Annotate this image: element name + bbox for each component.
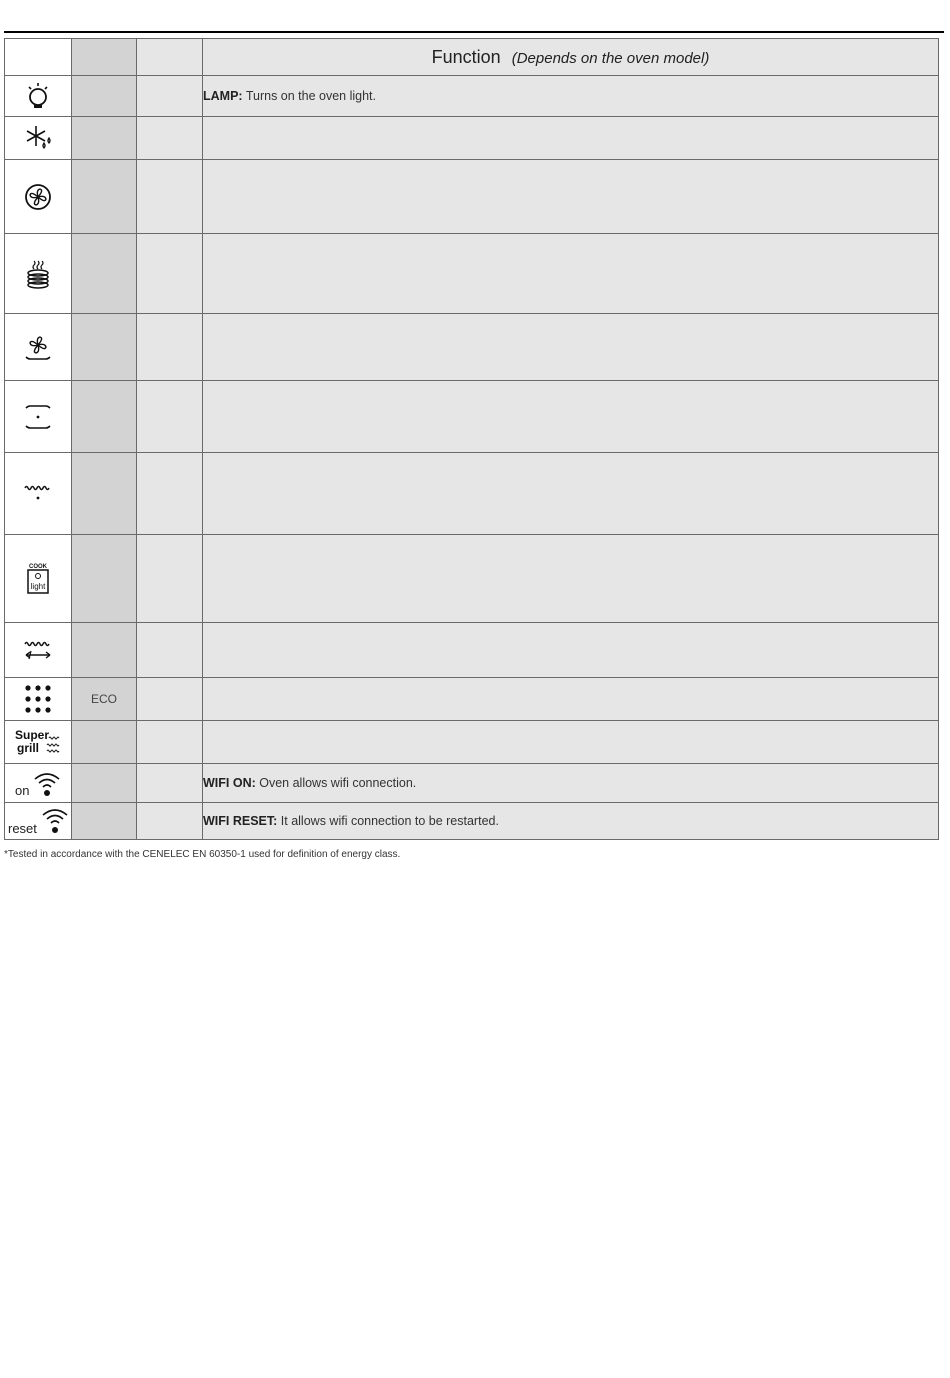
- row-col3: [137, 76, 203, 117]
- row-col2: [72, 764, 137, 803]
- row-col2: [72, 623, 137, 678]
- row-description: [203, 314, 939, 381]
- row-label: LAMP:: [203, 89, 243, 103]
- row-text: Turns on the oven light.: [242, 89, 376, 103]
- table-row: [5, 721, 939, 764]
- table-row: [5, 314, 939, 381]
- row-description: [203, 803, 939, 840]
- row-col3: [137, 623, 203, 678]
- row-text: Oven allows wifi connection.: [255, 776, 417, 790]
- row-col2: [72, 803, 137, 840]
- cook-light-icon: [5, 535, 72, 623]
- grill-label: grill: [17, 741, 40, 755]
- row-label: WIFI ON:: [203, 776, 256, 790]
- row-description: [203, 160, 939, 234]
- table-row: [5, 678, 939, 721]
- wifi-on-word: on: [15, 783, 30, 798]
- row-description: [203, 623, 939, 678]
- table-row: [5, 764, 939, 803]
- header-col3-cell: [137, 39, 203, 76]
- row-col2: [72, 535, 137, 623]
- super-label: Super: [15, 728, 50, 742]
- row-description: [203, 535, 939, 623]
- table-row: [5, 453, 939, 535]
- fan-ring-icon: [5, 160, 72, 234]
- row-description: [203, 453, 939, 535]
- lamp-icon: [5, 76, 72, 117]
- table-row: [5, 803, 939, 840]
- row-col2: [72, 453, 137, 535]
- eco-label: ECO: [72, 678, 137, 721]
- plate-warmer-icon: [5, 234, 72, 314]
- header-function-cell: [203, 39, 939, 76]
- row-col3: [137, 160, 203, 234]
- light-label: light: [30, 581, 46, 591]
- row-col3: [137, 803, 203, 840]
- row-col3: [137, 678, 203, 721]
- defrost-icon: [5, 117, 72, 160]
- top-bottom-heat-icon: [5, 381, 72, 453]
- wifi-on-icon: [5, 764, 72, 803]
- row-col3: [137, 314, 203, 381]
- row-description: [203, 234, 939, 314]
- row-col2: [72, 117, 137, 160]
- row-text: It allows wifi connection to be restarted.: [277, 814, 499, 828]
- row-label: WIFI RESET:: [203, 814, 278, 828]
- row-col3: [137, 117, 203, 160]
- row-description: [203, 76, 939, 117]
- row-col3: [137, 535, 203, 623]
- row-col2: [72, 234, 137, 314]
- grill-wide-icon: [5, 623, 72, 678]
- row-description: [203, 721, 939, 764]
- wifi-reset-icon: [5, 803, 72, 840]
- row-col2: [72, 160, 137, 234]
- row-description: [203, 764, 939, 803]
- row-col3: [137, 453, 203, 535]
- super-grill-icon: [5, 721, 72, 764]
- row-col2: [72, 381, 137, 453]
- table-row: [5, 623, 939, 678]
- table-row: [5, 381, 939, 453]
- fan-bottom-heat-icon: [5, 314, 72, 381]
- wifi-reset-word: reset: [8, 821, 37, 836]
- row-col3: [137, 381, 203, 453]
- header-icon-cell: [5, 39, 72, 76]
- cook-label: COOK: [29, 563, 47, 570]
- table-header-row: [5, 39, 939, 76]
- row-description: [203, 117, 939, 160]
- row-description: [203, 381, 939, 453]
- table-row: [5, 160, 939, 234]
- top-rule: [4, 31, 944, 33]
- row-col2: [72, 76, 137, 117]
- oven-functions-table: [4, 38, 939, 840]
- function-title: Function: [431, 46, 501, 67]
- row-col3: [137, 764, 203, 803]
- table-row: [5, 117, 939, 160]
- row-col2: [72, 314, 137, 381]
- table-row: [5, 76, 939, 117]
- row-description: [203, 678, 939, 721]
- row-col2: [72, 721, 137, 764]
- footnote: *Tested in accordance with the CENELEC EN 60350-1 used for definition of energy class.: [4, 849, 401, 860]
- table-row: [5, 234, 939, 314]
- eco-dots-icon: [5, 678, 72, 721]
- header-col2-cell: [72, 39, 137, 76]
- table-row: [5, 535, 939, 623]
- grill-icon: [5, 453, 72, 535]
- function-hint: (Depends on the oven model): [511, 49, 710, 67]
- row-col3: [137, 721, 203, 764]
- row-col3: [137, 234, 203, 314]
